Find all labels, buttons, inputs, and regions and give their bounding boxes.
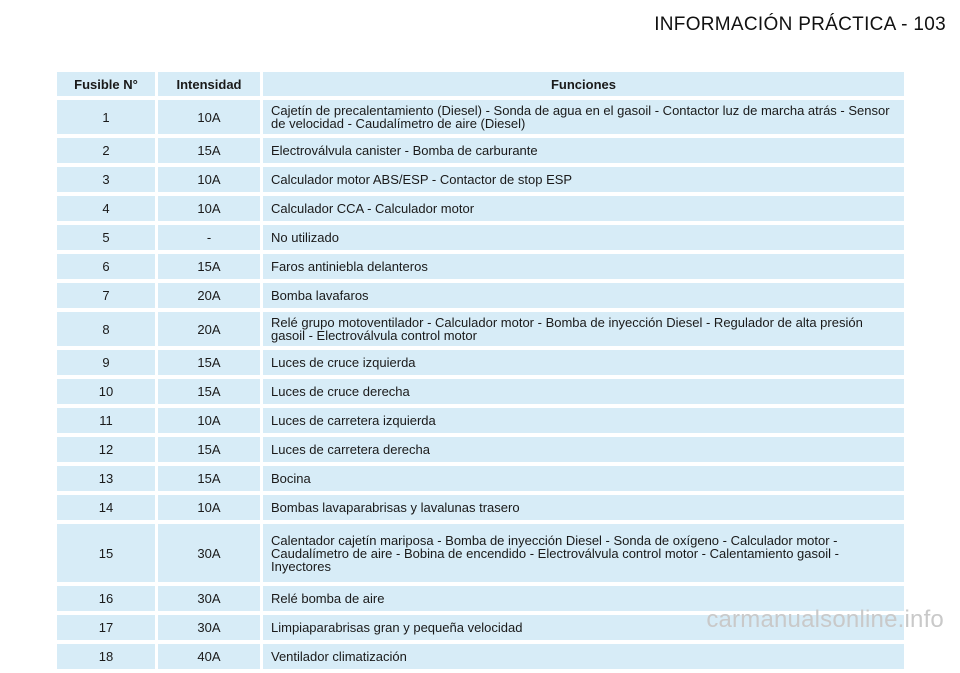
table-row — [57, 350, 904, 375]
function-cell: Cajetín de precalentamiento (Diesel) - Sonda de agua en el gasoil - Contactor luz de marcha atrás - Sensor de velocidad - Caudalímetro de aire (Diesel) — [263, 100, 904, 134]
fuse-number-cell: 5 — [57, 225, 158, 250]
table-row — [57, 437, 904, 462]
amperage-cell: - — [158, 225, 263, 250]
column-header-functions: Funciones — [263, 72, 904, 96]
function-cell: Luces de cruce izquierda — [263, 350, 904, 375]
function-cell: Calentador cajetín mariposa - Bomba de inyección Diesel - Sonda de oxígeno - Calculador motor - Caudalímetro de aire - Bobina de encendido - Electroválvula control motor - Calentamiento gasoil - Inyectores — [263, 524, 904, 582]
fuse-table — [57, 68, 904, 673]
amperage-cell: 15A — [158, 437, 263, 462]
fuse-number-cell: 12 — [57, 437, 158, 462]
watermark-text: carmanualsonline.info — [706, 606, 944, 633]
amperage-cell: 10A — [158, 495, 263, 520]
function-cell: Relé bomba de aire — [263, 586, 904, 611]
table-row — [57, 138, 904, 163]
amperage-cell: 30A — [158, 586, 263, 611]
function-cell: No utilizado — [263, 225, 904, 250]
table-row — [57, 379, 904, 404]
function-cell: Luces de cruce derecha — [263, 379, 904, 404]
fuse-number-cell: 2 — [57, 138, 158, 163]
amperage-cell: 15A — [158, 466, 263, 491]
table-row — [57, 408, 904, 433]
amperage-cell: 15A — [158, 138, 263, 163]
fuse-number-cell: 17 — [57, 615, 158, 640]
table-row — [57, 312, 904, 346]
page-header: INFORMACIÓN PRÁCTICA - 103 — [654, 14, 946, 35]
amperage-cell: 30A — [158, 615, 263, 640]
fuse-number-cell: 6 — [57, 254, 158, 279]
fuse-number-cell: 18 — [57, 644, 158, 669]
amperage-cell: 15A — [158, 379, 263, 404]
function-cell: Luces de carretera derecha — [263, 437, 904, 462]
fuse-number-cell: 4 — [57, 196, 158, 221]
fuse-number-cell: 13 — [57, 466, 158, 491]
table-row — [57, 196, 904, 221]
function-cell: Electroválvula canister - Bomba de carburante — [263, 138, 904, 163]
table-row — [57, 644, 904, 669]
fuse-number-cell: 3 — [57, 167, 158, 192]
function-cell: Calculador motor ABS/ESP - Contactor de stop ESP — [263, 167, 904, 192]
table-header-row — [57, 72, 904, 96]
table-row — [57, 495, 904, 520]
function-cell: Calculador CCA - Calculador motor — [263, 196, 904, 221]
table-row — [57, 167, 904, 192]
amperage-cell: 15A — [158, 350, 263, 375]
fuse-number-cell: 7 — [57, 283, 158, 308]
amperage-cell: 20A — [158, 312, 263, 346]
amperage-cell: 20A — [158, 283, 263, 308]
table-row — [57, 283, 904, 308]
fuse-number-cell: 8 — [57, 312, 158, 346]
fuse-number-cell: 14 — [57, 495, 158, 520]
table-row — [57, 524, 904, 582]
function-cell: Faros antiniebla delanteros — [263, 254, 904, 279]
column-header-fuse: Fusible N° — [57, 72, 158, 96]
amperage-cell: 10A — [158, 100, 263, 134]
function-cell: Bombas lavaparabrisas y lavalunas trasero — [263, 495, 904, 520]
amperage-cell: 10A — [158, 408, 263, 433]
amperage-cell: 30A — [158, 524, 263, 582]
table-row — [57, 100, 904, 134]
amperage-cell: 15A — [158, 254, 263, 279]
amperage-cell: 10A — [158, 167, 263, 192]
fuse-number-cell: 9 — [57, 350, 158, 375]
function-cell: Luces de carretera izquierda — [263, 408, 904, 433]
fuse-number-cell: 16 — [57, 586, 158, 611]
amperage-cell: 10A — [158, 196, 263, 221]
column-header-amps: Intensidad — [158, 72, 263, 96]
function-cell: Relé grupo motoventilador - Calculador motor - Bomba de inyección Diesel - Regulador de alta presión gasoil - Electroválvula control motor — [263, 312, 904, 346]
function-cell: Bocina — [263, 466, 904, 491]
function-cell: Bomba lavafaros — [263, 283, 904, 308]
table-row — [57, 466, 904, 491]
function-cell: Limpiaparabrisas gran y pequeña velocidad — [263, 615, 904, 640]
table-row — [57, 254, 904, 279]
fuse-number-cell: 1 — [57, 100, 158, 134]
amperage-cell: 40A — [158, 644, 263, 669]
fuse-number-cell: 11 — [57, 408, 158, 433]
table-row — [57, 225, 904, 250]
fuse-rows — [57, 100, 904, 669]
function-cell: Ventilador climatización — [263, 644, 904, 669]
fuse-number-cell: 10 — [57, 379, 158, 404]
fuse-number-cell: 15 — [57, 524, 158, 582]
